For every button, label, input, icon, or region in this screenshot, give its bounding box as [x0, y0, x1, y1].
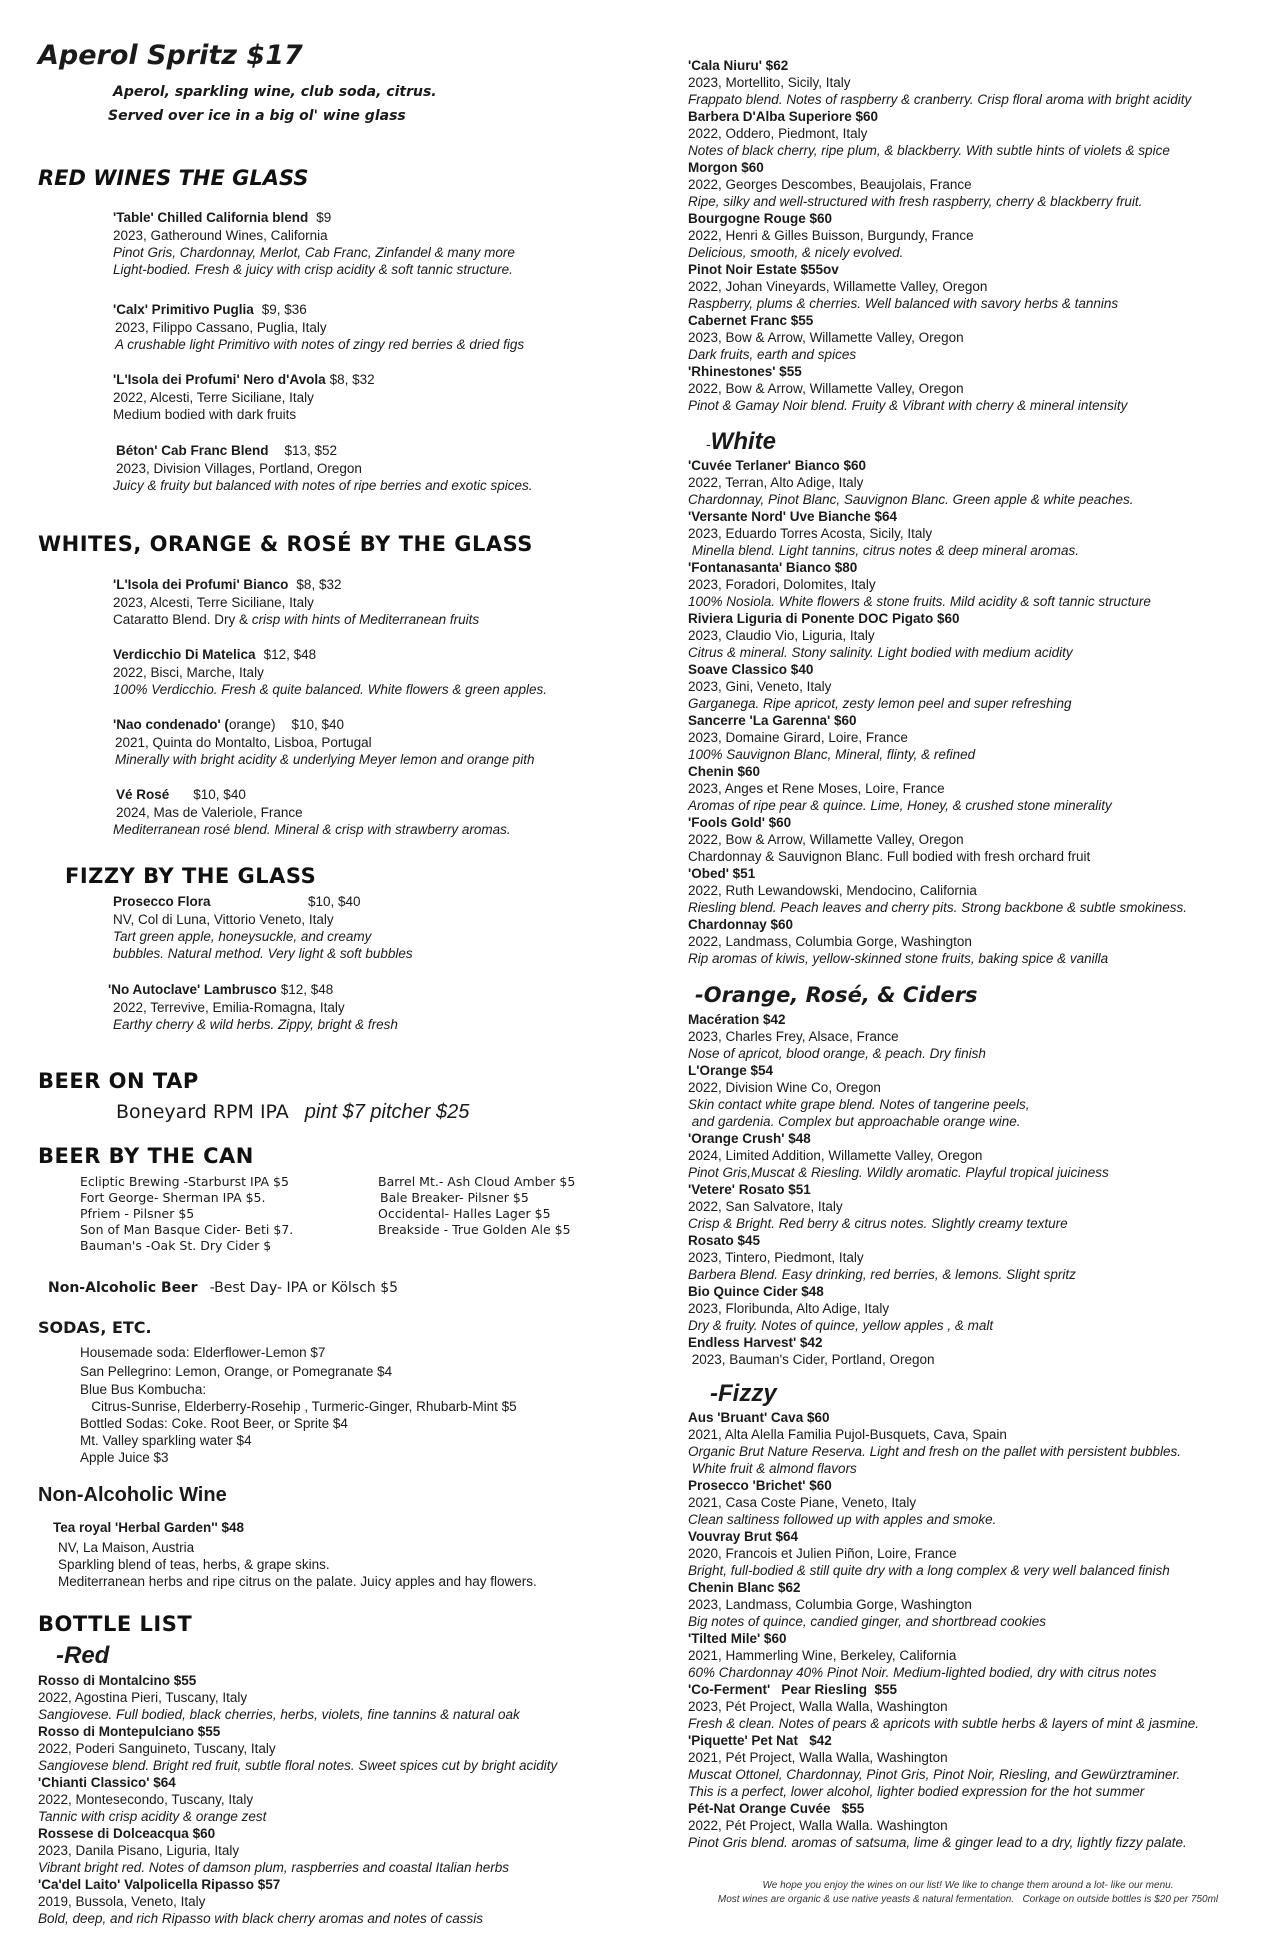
white-glass-item: [113, 576, 479, 629]
wine-origin: 2022, Division Wine Co, Oregon: [688, 1080, 881, 1095]
wine-desc: Delicious, smooth, & nicely evolved.: [688, 245, 904, 260]
wine-name: Vé Rosé: [116, 787, 170, 802]
bottle-item: [688, 457, 1187, 508]
wine-desc: Pinot Gris,Muscat & Riesling. Wildly aromatic. Playful tropical juiciness: [688, 1165, 1109, 1180]
bottle-fizzy-list: [688, 1409, 1199, 1851]
wine-desc: Minerally with bright acidity & underlying Meyer lemon and orange pith: [115, 752, 535, 767]
bottle-orange-heading: -Orange, Rosé, & Ciders: [695, 983, 978, 1007]
wine-origin: 2023, Pét Project, Walla Walla, Washington: [688, 1699, 948, 1714]
bottle-item: [688, 814, 1187, 865]
soda-line: San Pellegrino: Lemon, Orange, or Pomegranate $4: [80, 1364, 393, 1379]
white-glass-item: [113, 786, 511, 838]
wine-desc: Vibrant bright red. Notes of damson plum, raspberries and coastal Italian herbs: [38, 1860, 510, 1875]
wine-name: Rosato $45: [688, 1233, 761, 1248]
wine-desc: Sangiovese blend. Bright red fruit, subtle floral notes. Sweet spices cut by bright acidity: [38, 1758, 558, 1773]
wine-name: Chenin $60: [688, 764, 761, 779]
wine-origin: 2023, Foradori, Dolomites, Italy: [688, 577, 876, 592]
bottle-item: [688, 108, 1191, 159]
na-wine-details: [58, 1539, 537, 1590]
na-wine-heading: Non-Alcoholic Wine: [38, 1484, 227, 1506]
wine-desc: This is a perfect, lower alcohol, lighter bodied expression for the hot summer: [688, 1784, 1145, 1799]
wine-desc: Medium bodied with dark fruits: [113, 407, 297, 422]
na-wine-line: NV, La Maison, Austria: [58, 1540, 195, 1555]
bottle-white-heading: -White: [706, 428, 776, 455]
wine-desc: Mediterranean rosé blend. Mineral & crisp with strawberry aromas.: [113, 822, 511, 837]
wine-name: Chardonnay $60: [688, 917, 794, 932]
wine-origin: 2023, Landmass, Columbia Gorge, Washington: [688, 1597, 972, 1612]
wine-origin: 2022, Alcesti, Terre Siciliane, Italy: [113, 390, 314, 405]
wine-name: Rossese di Dolceacqua $60: [38, 1826, 216, 1841]
wine-name: 'Table' Chilled California blend: [113, 210, 309, 225]
wine-origin: 2023, Eduardo Torres Acosta, Sicily, Italy: [688, 526, 933, 541]
bottle-item: [688, 712, 1187, 763]
wine-price: $10, $40: [291, 717, 345, 732]
wine-desc: Aromas of ripe pear & quince. Lime, Honey, & crushed stone minerality: [688, 798, 1112, 813]
beer-can-item: Fort George- Sherman IPA $5.: [80, 1190, 266, 1205]
footer-line: We hope you enjoy the wines on our list! We like to change them around a lot- like our menu.: [762, 1880, 1174, 1891]
wine-origin: 2023, Gini, Veneto, Italy: [688, 679, 832, 694]
wine-desc: Dry & fruity. Notes of quince, yellow apples , & malt: [688, 1318, 994, 1333]
bottle-item: [688, 1181, 1109, 1232]
wine-desc: Fresh & clean. Notes of pears & apricots with subtle herbs & layers of mint & jasmine.: [688, 1716, 1199, 1731]
wine-name: 'Nao condenado' (: [113, 717, 229, 732]
wine-origin: 2022, Henri & Gilles Buisson, Burgundy, France: [688, 228, 974, 243]
soda-line: Bottled Sodas: Coke. Root Beer, or Sprite $4: [80, 1416, 348, 1431]
fizzy-glass-item: [108, 981, 398, 1033]
wine-name: Vouvray Brut $64: [688, 1529, 799, 1544]
wine-origin: 2020, Francois et Julien Piñon, Loire, France: [688, 1546, 957, 1561]
wine-name: Morgon $60: [688, 160, 764, 175]
wine-name: 'Cala Niuru' $62: [688, 58, 789, 73]
wine-origin: 2021, Hammerling Wine, Berkeley, California: [688, 1648, 957, 1663]
wine-desc: 100% Nosiola. White flowers & stone fruits. Mild acidity & soft tannic structure: [688, 594, 1151, 609]
soda-line: Mt. Valley sparkling water $4: [80, 1433, 252, 1448]
beer-can-item: Bauman's -Oak St. Dry Cider $: [80, 1238, 272, 1253]
wine-name: Macération $42: [688, 1012, 786, 1027]
soda-line: Citrus-Sunrise, Elderberry-Rosehip , Turmeric-Ginger, Rhubarb-Mint $5: [80, 1399, 517, 1414]
wine-name: L'Orange $54: [688, 1063, 773, 1078]
wine-name: 'Ca'del Laito' Valpolicella Ripasso $57: [38, 1877, 281, 1892]
wine-desc: Ripe, silky and well-structured with fresh raspberry, cherry & blackberry fruit.: [688, 194, 1143, 209]
wine-price: $12, $48: [263, 647, 317, 662]
wine-name: 'No Autoclave' Lambrusco: [108, 982, 277, 997]
wine-name: Rosso di Montepulciano $55: [38, 1724, 221, 1739]
wine-origin: NV, Col di Luna, Vittorio Veneto, Italy: [113, 912, 334, 927]
wine-desc: Bold, deep, and rich Ripasso with black cherry aromas and notes of cassis: [38, 1911, 483, 1926]
wine-name: Rosso di Montalcino $55: [38, 1673, 197, 1688]
beer-can-item: Son of Man Basque Cider- Beti $7.: [80, 1222, 294, 1237]
footer: [688, 1879, 1248, 1907]
wine-name: 'Calx' Primitivo Puglia: [113, 302, 254, 317]
wine-origin: 2022, Johan Vineyards, Willamette Valley, Oregon: [688, 279, 988, 294]
wine-name: 'Fontanasanta' Bianco $80: [688, 560, 858, 575]
bottle-item: [688, 1528, 1199, 1579]
bottle-item: [688, 559, 1187, 610]
wine-desc: Tart green apple, honeysuckle, and creamy: [113, 929, 372, 944]
wine-name: Riviera Liguria di Ponente DOC Pigato $60: [688, 611, 960, 626]
beer-can-list-right: [378, 1174, 575, 1238]
wine-desc: 100% Verdicchio. Fresh & quite balanced. White flowers & green apples.: [113, 682, 547, 697]
red-glass-item: [113, 301, 524, 353]
wine-name: Béton' Cab Franc Blend: [116, 443, 269, 458]
wine-origin: 2021, Quinta do Montalto, Lisboa, Portugal: [115, 735, 372, 750]
wine-name: Bourgogne Rouge $60: [688, 211, 833, 226]
wine-name: Barbera D'Alba Superiore $60: [688, 109, 879, 124]
bottle-item: [688, 865, 1187, 916]
wine-desc: Bright, full-bodied & still quite dry with a long complex & very well balanced finish: [688, 1563, 1170, 1578]
na-beer-text: -Best Day- IPA or Kölsch $5: [209, 1280, 399, 1296]
bottle-white-heading-text: White: [710, 428, 776, 455]
aperol-title: Aperol Spritz $17: [38, 40, 303, 71]
bottle-item: [688, 1477, 1199, 1528]
fizzy-glass-heading: FIZZY BY THE GLASS: [65, 864, 317, 888]
soda-line: Blue Bus Kombucha:: [80, 1382, 207, 1397]
wine-name: Prosecco 'Brichet' $60: [688, 1478, 832, 1493]
wine-origin: 2023, Charles Frey, Alsace, France: [688, 1029, 899, 1044]
wine-origin: 2023, Filippo Cassano, Puglia, Italy: [115, 320, 327, 335]
na-wine-line: Mediterranean herbs and ripe citrus on the palate. Juicy apples and hay flowers.: [58, 1574, 537, 1589]
wine-desc: Pinot Gris, Chardonnay, Merlot, Cab Franc, Zinfandel & many more: [113, 245, 515, 260]
wine-origin: 2022, Georges Descombes, Beaujolais, France: [688, 177, 972, 192]
wine-name: 'Vetere' Rosato $51: [688, 1182, 811, 1197]
wine-desc: Clean saltiness followed up with apples and smoke.: [688, 1512, 997, 1527]
bottle-item: [688, 661, 1187, 712]
wine-origin: 2024, Mas de Valeriole, France: [116, 805, 303, 820]
wine-desc: A crushable light Primitivo with notes of zingy red berries & dried figs: [115, 337, 525, 352]
wine-name: 'Co-Ferment' Pear Riesling $55: [688, 1682, 897, 1697]
wine-name: Chenin Blanc $62: [688, 1580, 801, 1595]
wine-name: Cabernet Franc $55: [688, 313, 814, 328]
wine-name: Prosecco Flora: [113, 894, 211, 909]
bottle-item: [688, 1232, 1109, 1283]
wine-name: 'Versante Nord' Uve Bianche $64: [688, 509, 898, 524]
bottle-item: [38, 1876, 557, 1927]
wine-desc: Chardonnay & Sauvignon Blanc. Full bodied with fresh orchard fruit: [688, 849, 1091, 864]
wine-origin: 2022, Terrevive, Emilia-Romagna, Italy: [113, 1000, 345, 1015]
bottle-item: [688, 57, 1191, 108]
red-glass-item: [113, 209, 515, 278]
wine-desc: Garganega. Ripe apricot, zesty lemon peel and super refreshing: [688, 696, 1072, 711]
wine-desc: Notes of black cherry, ripe plum, & blackberry. With subtle hints of violets & spice: [688, 143, 1170, 158]
bottle-item: [38, 1723, 557, 1774]
wine-origin: 2023, Alcesti, Terre Siciliane, Italy: [113, 595, 314, 610]
wine-desc: Crisp & Bright. Red berry & citrus notes. Slightly creamy texture: [688, 1216, 1068, 1231]
wine-origin: 2021, Alta Alella Familia Pujol-Busquets, Cava, Spain: [688, 1427, 1007, 1442]
wine-desc: Barbera Blend. Easy drinking, red berries, & lemons. Slight spritz: [688, 1267, 1076, 1282]
bottle-item: [688, 363, 1191, 414]
wine-desc: Chardonnay, Pinot Blanc, Sauvignon Blanc. Green apple & white peaches.: [688, 492, 1134, 507]
bottle-item: [688, 508, 1187, 559]
wine-name: 'Orange Crush' $48: [688, 1131, 811, 1146]
sodas-heading: SODAS, ETC.: [38, 1318, 152, 1337]
wine-desc: and gardenia. Complex but approachable orange wine.: [688, 1114, 1021, 1129]
wine-origin: 2022, Pét Project, Walla Walla. Washington: [688, 1818, 948, 1833]
white-glass-item: [113, 716, 534, 768]
red-glass-item: [113, 371, 375, 423]
wine-desc: Rip aromas of kiwis, yellow-skinned stone fruits, baking spice & vanilla: [688, 951, 1109, 966]
wine-origin: 2024, Limited Addition, Willamette Valley, Oregon: [688, 1148, 983, 1163]
bottle-item: [688, 1062, 1109, 1130]
bottle-item: [688, 763, 1187, 814]
soda-line: Housemade soda: Elderflower-Lemon $7: [80, 1345, 326, 1360]
wine-desc: Nose of apricot, blood orange, & peach. Dry finish: [688, 1046, 986, 1061]
na-wine-line: Sparkling blend of teas, herbs, & grape skins.: [58, 1557, 330, 1572]
wine-origin: 2023, Bow & Arrow, Willamette Valley, Oregon: [688, 330, 964, 345]
wine-origin: 2022, Bow & Arrow, Willamette Valley, Oregon: [688, 832, 964, 847]
bottle-white-list: [688, 457, 1187, 967]
wine-origin: 2022, San Salvatore, Italy: [688, 1199, 843, 1214]
wine-name: Aus 'Bruant' Cava $60: [688, 1410, 830, 1425]
wine-name: Pinot Noir Estate $55ov: [688, 262, 839, 277]
wine-origin: 2023, Danila Pisano, Liguria, Italy: [38, 1843, 240, 1858]
bottle-red-list-left: [38, 1672, 557, 1927]
beer-can-item: Barrel Mt.- Ash Cloud Amber $5: [378, 1174, 576, 1189]
wine-origin: 2023, Gatheround Wines, California: [113, 228, 328, 243]
bottle-item: [38, 1825, 557, 1876]
bottle-item: [688, 261, 1191, 312]
wine-origin: 2023, Bauman's Cider, Portland, Oregon: [688, 1352, 935, 1367]
na-wine-name: Tea royal 'Herbal Garden'' $48: [53, 1520, 244, 1535]
beer-tap-heading: BEER ON TAP: [38, 1069, 199, 1093]
wine-desc: Citrus & mineral. Stony salinity. Light bodied with medium acidity: [688, 645, 1073, 660]
wine-price: $10, $40: [193, 787, 246, 802]
wine-desc: Earthy cherry & wild herbs. Zippy, bright & fresh: [113, 1017, 398, 1032]
wine-desc: Riesling blend. Peach leaves and cherry pits. Strong backbone & subtle smokiness.: [688, 900, 1188, 915]
wine-name: Soave Classico $40: [688, 662, 814, 677]
wine-price: $8, $32: [296, 577, 342, 592]
bottle-item: [688, 1130, 1109, 1181]
beer-can-item: Occidental- Halles Lager $5: [378, 1206, 551, 1221]
bottle-item: [38, 1672, 557, 1723]
wine-origin: 2022, Bow & Arrow, Willamette Valley, Oregon: [688, 381, 964, 396]
beer-can-item: Bale Breaker- Pilsner $5: [380, 1190, 529, 1205]
wine-price: $9, $36: [261, 302, 307, 317]
wine-desc: Organic Brut Nature Reserva. Light and fresh on the pallet with persistent bubbles.: [688, 1444, 1182, 1459]
wine-price: $13, $52: [284, 443, 338, 458]
beer-can-list-left: [80, 1174, 293, 1254]
bottle-item: [688, 916, 1187, 967]
wine-origin: 2022, Oddero, Piedmont, Italy: [688, 126, 868, 141]
wine-desc: Muscat Ottonel, Chardonnay, Pinot Gris, Pinot Noir, Riesling, and Gewürztraminer.: [688, 1767, 1181, 1782]
wine-name: 'L'Isola dei Profumi' Bianco: [113, 577, 289, 592]
bottle-fizzy-heading: -Fizzy: [710, 1380, 777, 1407]
bottle-list-heading: BOTTLE LIST: [38, 1612, 193, 1636]
wine-origin: 2023, Floribunda, Alto Adige, Italy: [688, 1301, 890, 1316]
wine-origin: 2022, Terran, Alto Adige, Italy: [688, 475, 864, 490]
white-glass-heading: WHITES, ORANGE & ROSÉ BY THE GLASS: [38, 532, 533, 556]
bottle-item: [688, 1681, 1199, 1732]
wine-origin: 2023, Domaine Girard, Loire, France: [688, 730, 908, 745]
wine-name: 'L'Isola dei Profumi' Nero d'Avola: [113, 372, 326, 387]
wine-name: 'Obed' $51: [688, 866, 756, 881]
wine-desc: Sangiovese. Full bodied, black cherries, herbs, violets, fine tannins & natural oak: [38, 1707, 520, 1722]
wine-origin: 2022, Agostina Pieri, Tuscany, Italy: [38, 1690, 248, 1705]
red-glass-item: [113, 442, 533, 494]
bottle-item: [688, 1283, 1109, 1334]
beer-tap-row: [116, 1101, 469, 1124]
wine-origin: 2022, Landmass, Columbia Gorge, Washington: [688, 934, 972, 949]
wine-desc: Cataratto Blend. Dry &: [113, 612, 252, 627]
soda-line: Apple Juice $3: [80, 1450, 169, 1465]
wine-origin: 2023, Claudio Vio, Liguria, Italy: [688, 628, 875, 643]
wine-desc: Tannic with crisp acidity & orange zest: [38, 1809, 267, 1824]
bottle-item: [688, 1409, 1199, 1477]
wine-origin: 2023, Mortellito, Sicily, Italy: [688, 75, 851, 90]
wine-desc: Frappato blend. Notes of raspberry & cranberry. Crisp floral aroma with bright acidity: [688, 92, 1192, 107]
wine-desc: Light-bodied. Fresh & juicy with crisp acidity & soft tannic structure.: [113, 262, 513, 277]
wine-origin: 2022, Ruth Lewandowski, Mendocino, California: [688, 883, 977, 898]
aperol-line-2: Served over ice in a big ol' wine glass: [108, 108, 406, 124]
bottle-red-heading: -Red: [56, 1642, 110, 1669]
bottle-item: [688, 1579, 1199, 1630]
bottle-item: [688, 1732, 1199, 1800]
white-glass-item: [113, 646, 547, 698]
bottle-red-list-right: [688, 57, 1191, 414]
beer-can-item: Pfriem - Pilsner $5: [80, 1206, 195, 1221]
wine-name-note: orange): [228, 717, 276, 732]
wine-desc: Dark fruits, earth and spices: [688, 347, 857, 362]
wine-desc: Pinot Gris blend. aromas of satsuma, lime & ginger lead to a dry, lightly fizzy palate.: [688, 1835, 1187, 1850]
beer-can-item: Breakside - True Golden Ale $5: [378, 1222, 571, 1237]
wine-price: $10, $40: [308, 894, 361, 909]
aperol-line-1: Aperol, sparkling wine, club soda, citrus.: [113, 84, 437, 100]
footer-line: Most wines are organic & use native yeasts & natural fermentation. Corkage on outside bottles is $20 per 750ml: [717, 1894, 1219, 1905]
wine-desc: crisp with hints of Mediterranean fruits: [251, 612, 480, 627]
fizzy-glass-item: [113, 893, 413, 962]
wine-origin: 2019, Bussola, Veneto, Italy: [38, 1894, 206, 1909]
na-beer-label: Non-Alcoholic Beer: [48, 1280, 198, 1296]
beer-tap-price: pint $7 pitcher $25: [304, 1101, 470, 1123]
wine-desc: 100% Sauvignon Blanc, Mineral, flinty, & refined: [688, 747, 976, 762]
wine-origin: 2023, Tintero, Piedmont, Italy: [688, 1250, 864, 1265]
wine-name: 'Tilted Mile' $60: [688, 1631, 787, 1646]
wine-name: 'Piquette' Pet Nat $42: [688, 1733, 832, 1748]
beer-tap-name: Boneyard RPM IPA: [116, 1101, 289, 1123]
wine-name: Sancerre 'La Garenna' $60: [688, 713, 857, 728]
beer-can-heading: BEER BY THE CAN: [38, 1144, 254, 1168]
bottle-item: [688, 1334, 1109, 1368]
wine-price: $12, $48: [280, 982, 334, 997]
wine-name: Verdicchio Di Matelica: [113, 647, 256, 662]
wine-name: Endless Harvest' $42: [688, 1335, 823, 1350]
wine-desc: bubbles. Natural method. Very light & soft bubbles: [113, 946, 413, 961]
bottle-item: [38, 1774, 557, 1825]
bottle-item: [688, 210, 1191, 261]
na-beer-row: [48, 1279, 398, 1297]
wine-desc: Big notes of quince, candied ginger, and shortbread cookies: [688, 1614, 1046, 1629]
beer-can-item: Ecliptic Brewing -Starburst IPA $5: [80, 1174, 289, 1189]
wine-name: 'Chianti Classico' $64: [38, 1775, 176, 1790]
bottle-item: [688, 1630, 1199, 1681]
bottle-orange-list: [688, 1011, 1109, 1368]
wine-name: 'Fools Gold' $60: [688, 815, 792, 830]
wine-name: Pét-Nat Orange Cuvée $55: [688, 1801, 865, 1816]
wine-desc: White fruit & almond flavors: [688, 1461, 857, 1476]
bottle-item: [688, 610, 1187, 661]
wine-price: $8, $32: [329, 372, 375, 387]
wine-origin: 2023, Anges et Rene Moses, Loire, France: [688, 781, 945, 796]
bottle-item: [688, 1011, 1109, 1062]
wine-origin: 2022, Poderi Sanguineto, Tuscany, Italy: [38, 1741, 276, 1756]
wine-origin: 2023, Division Villages, Portland, Oregon: [116, 461, 362, 476]
wine-origin: 2022, Bisci, Marche, Italy: [113, 665, 264, 680]
wine-price: $9: [316, 210, 332, 225]
red-glass-heading: RED WINES THE GLASS: [38, 166, 309, 190]
wine-name: 'Cuvée Terlaner' Bianco $60: [688, 458, 866, 473]
wine-desc: 60% Chardonnay 40% Pinot Noir. Medium-lighted bodied, dry with citrus notes: [688, 1665, 1157, 1680]
bottle-item: [688, 312, 1191, 363]
wine-origin: 2021, Casa Coste Piane, Veneto, Italy: [688, 1495, 917, 1510]
wine-desc: Skin contact white grape blend. Notes of tangerine peels,: [688, 1097, 1030, 1112]
wine-desc: Pinot & Gamay Noir blend. Fruity & Vibrant with cherry & mineral intensity: [688, 398, 1128, 413]
bottle-item: [688, 1800, 1199, 1851]
wine-desc: Minella blend. Light tannins, citrus notes & deep mineral aromas.: [688, 543, 1079, 558]
bottle-item: [688, 159, 1191, 210]
wine-origin: 2021, Pét Project, Walla Walla, Washington: [688, 1750, 948, 1765]
wine-name: 'Rhinestones' $55: [688, 364, 802, 379]
wine-desc: Juicy & fruity but balanced with notes of ripe berries and exotic spices.: [113, 478, 533, 493]
wine-desc: Raspberry, plums & cherries. Well balanced with savory herbs & tannins: [688, 296, 1119, 311]
wine-origin: 2022, Montesecondo, Tuscany, Italy: [38, 1792, 254, 1807]
sodas-list: [80, 1344, 517, 1466]
wine-name: Bio Quince Cider $48: [688, 1284, 824, 1299]
